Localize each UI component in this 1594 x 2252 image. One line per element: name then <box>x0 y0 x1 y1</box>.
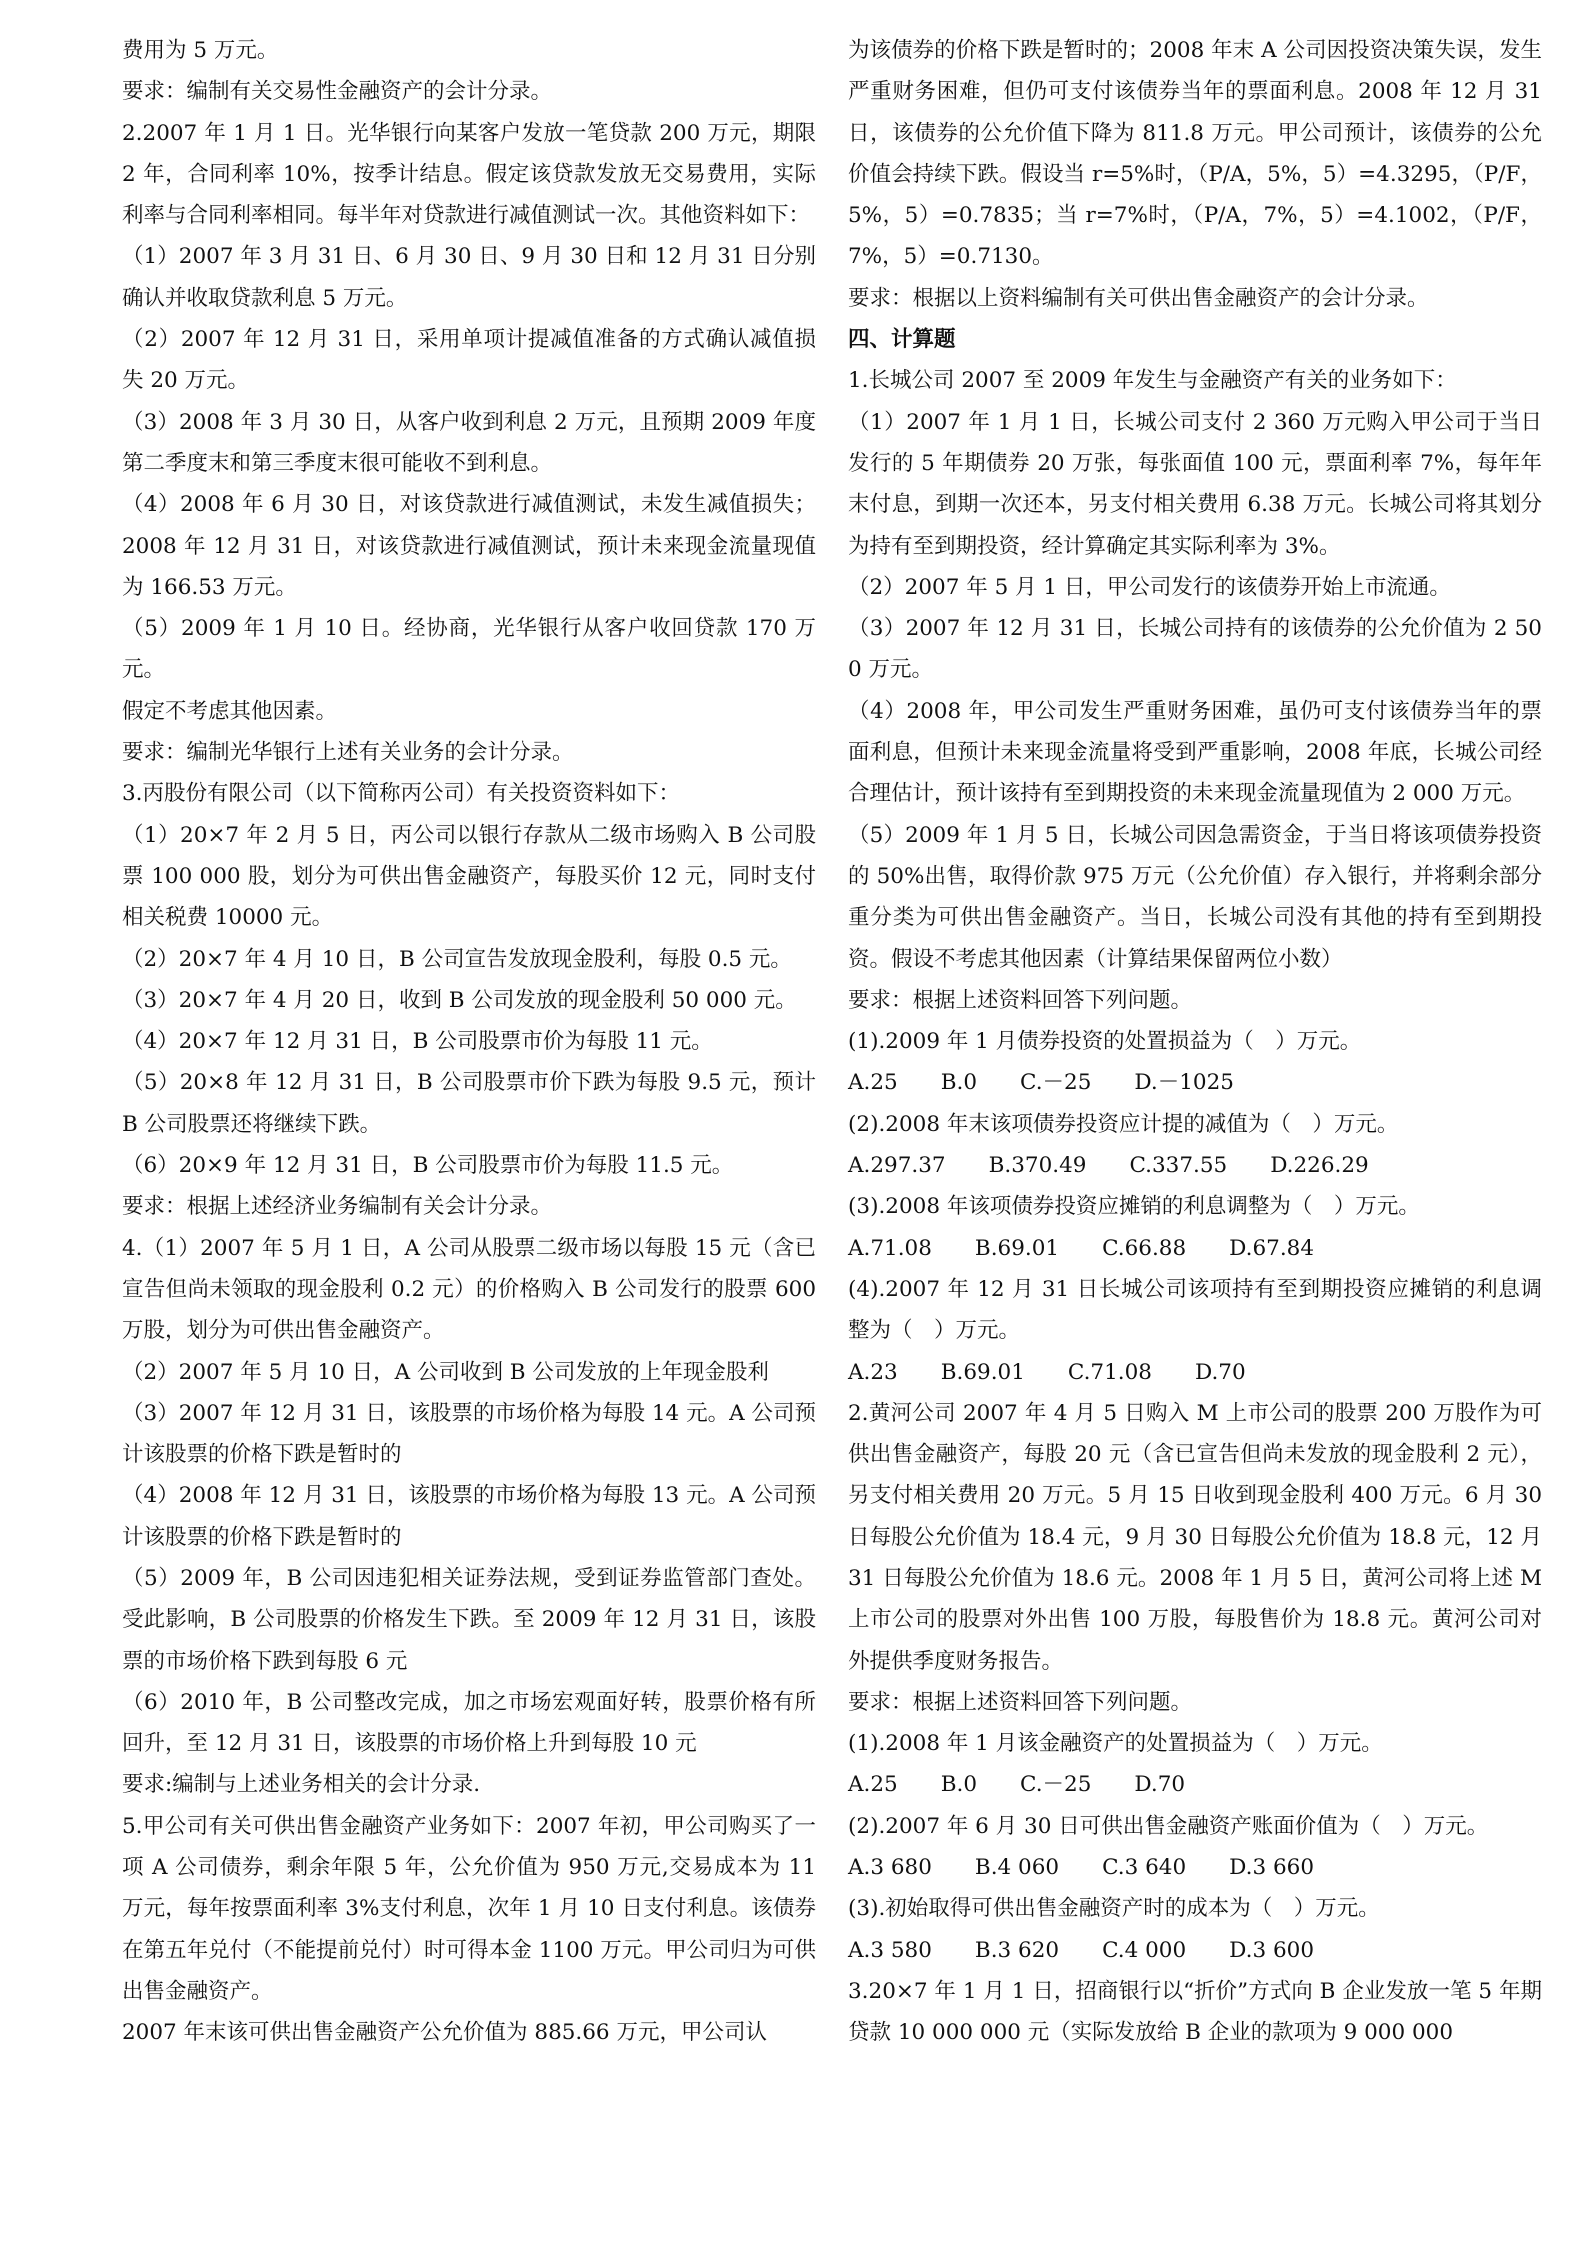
answer-options: A.297.37 B.370.49 C.337.55 D.226.29 <box>848 1153 1369 1179</box>
paragraph: 为该债券的价格下跌是暂时的；2008 年末 A 公司因投资决策失误，发生严重财务困难，但仍可支付该债券当年的票面利息。2008 年 12 月 31 日，该债券的公允价值下降为 811.8 万元。甲公司预计，该债券的公允价值会持续下跌。假设当 r=5%时，（P/A，5%，5）=4.3295，（P/F，5%，5）=0.7835；当 r=7%时，（P/A，7%，5）=4.1002，（P/F，7%，5）=0.7130。 <box>848 38 1542 270</box>
paragraph: （5）2009 年，B 公司因违犯相关证券法规，受到证券监管部门查处。受此影响，B 公司股票的价格发生下跌。至 2009 年 12 月 31 日，该股票的市场价格下跌到每股 6 元 <box>122 1565 816 1674</box>
paragraph: （4）20×7 年 12 月 31 日，B 公司股票市价为每股 11 元。 <box>122 1029 713 1055</box>
question: (3).初始取得可供出售金融资产时的成本为（ ）万元。 <box>848 1896 1380 1922</box>
paragraph: （2）2007 年 5 月 10 日，A 公司收到 B 公司发放的上年现金股利 <box>122 1359 769 1385</box>
answer-options: A.25 B.0 C.－25 D.－1025 <box>848 1070 1234 1096</box>
answer-options: A.3 580 B.3 620 C.4 000 D.3 600 <box>848 1937 1315 1963</box>
paragraph: 要求：根据上述资料回答下列问题。 <box>848 987 1193 1013</box>
paragraph: （3）2007 年 12 月 31 日，长城公司持有的该债券的公允价值为 2 500 万元。 <box>848 616 1542 683</box>
left-column <box>122 30 816 2054</box>
paragraph: （1）2007 年 3 月 31 日、6 月 30 日、9 月 30 日和 12 月 31 日分别确认并收取贷款利息 5 万元。 <box>122 244 816 311</box>
paragraph: 1.长城公司 2007 至 2009 年发生与金融资产有关的业务如下： <box>848 368 1457 394</box>
answer-options: A.23 B.69.01 C.71.08 D.70 <box>848 1359 1246 1385</box>
paragraph: （4）2008 年 6 月 30 日，对该贷款进行减值测试，未发生减值损失；2008 年 12 月 31 日，对该贷款进行减值测试，预计未来现金流量现值为 166.53 万元。 <box>122 492 816 600</box>
paragraph: 要求：编制有关交易性金融资产的会计分录。 <box>122 79 553 105</box>
paragraph: （3）2007 年 12 月 31 日，该股票的市场价格为每股 14 元。A 公司预计该股票的价格下跌是暂时的 <box>122 1400 816 1468</box>
paragraph: 要求：根据上述资料回答下列问题。 <box>848 1689 1193 1715</box>
paragraph: （5）20×8 年 12 月 31 日，B 公司股票市价下跌为每股 9.5 元，预计 B 公司股票还将继续下跌。 <box>122 1070 816 1137</box>
question: (2).2007 年 6 月 30 日可供出售金融资产账面价值为（ ）万元。 <box>848 1813 1489 1839</box>
paragraph: （1）20×7 年 2 月 5 日，丙公司以银行存款从二级市场购入 B 公司股票 100 000 股，划分为可供出售金融资产，每股买价 12 元，同时支付相关税费 10000 元。 <box>122 822 816 931</box>
question: (2).2008 年末该项债券投资应计提的减值为（ ）万元。 <box>848 1111 1399 1137</box>
paragraph: （2）2007 年 12 月 31 日，采用单项计提减值准备的方式确认减值损失 20 万元。 <box>122 327 816 394</box>
paragraph: 要求：编制光华银行上述有关业务的会计分录。 <box>122 740 574 766</box>
paragraph: 要求：根据上述经济业务编制有关会计分录。 <box>122 1194 553 1220</box>
section-heading: 四、计算题 <box>848 327 956 353</box>
paragraph: （4）2008 年 12 月 31 日，该股票的市场价格为每股 13 元。A 公司预计该股票的价格下跌是暂时的 <box>122 1483 816 1550</box>
paragraph: （2）2007 年 5 月 1 日，甲公司发行的该债券开始上市流通。 <box>848 574 1451 600</box>
paragraph: （3）20×7 年 4 月 20 日，收到 B 公司发放的现金股利 50 000 元。 <box>122 987 797 1013</box>
paragraph: 要求:编制与上述业务相关的会计分录. <box>122 1772 481 1798</box>
answer-options: A.3 680 B.4 060 C.3 640 D.3 660 <box>848 1855 1315 1881</box>
paragraph: （2）20×7 年 4 月 10 日，B 公司宣告发放现金股利，每股 0.5 元。 <box>122 946 792 972</box>
paragraph: （1）2007 年 1 月 1 日，长城公司支付 2 360 万元购入甲公司于当日发行的 5 年期债券 20 万张，每张面值 100 元，票面利率 7%，每年年末付息，到期一次还本，另支付相关费用 6.38 万元。长城公司将其划分为持有至到期投资，经计算确定其实际利率为 3%。 <box>848 409 1542 559</box>
question: (4).2007 年 12 月 31 日长城公司该项持有至到期投资应摊销的利息调整为（ ）万元。 <box>848 1276 1542 1344</box>
paragraph: （6）20×9 年 12 月 31 日，B 公司股票市价为每股 11.5 元。 <box>122 1153 734 1179</box>
paragraph: 3.丙股份有限公司（以下简称丙公司）有关投资资料如下： <box>122 781 681 807</box>
paragraph: 3.20×7 年 1 月 1 日，招商银行以“折价”方式向 B 企业发放一笔 5 年期贷款 10 000 000 元（实际发放给 B 企业的款项为 9 000 000 <box>848 1978 1542 2046</box>
paragraph: 4.（1）2007 年 5 月 1 日，A 公司从股票二级市场以每股 15 元（含已宣告但尚未领取的现金股利 0.2 元）的价格购入 B 公司发行的股票 600 万股，划分为可供出售金融资产。 <box>122 1235 816 1344</box>
paragraph: 假定不考虑其他因素。 <box>122 698 338 724</box>
paragraph: （3）2008 年 3 月 30 日，从客户收到利息 2 万元，且预期 2009 年度第二季度末和第三季度末很可能收不到利息。 <box>122 409 816 476</box>
answer-options: A.25 B.0 C.－25 D.70 <box>848 1772 1186 1798</box>
paragraph: 费用为 5 万元。 <box>122 38 279 63</box>
paragraph: （4）2008 年，甲公司发生严重财务困难，虽仍可支付该债券当年的票面利息，但预计未来现金流量将受到严重影响，2008 年底，长城公司经合理估计，预计该持有至到期投资的未来现金流量现值为 2 000 万元。 <box>848 698 1542 807</box>
question: (1).2008 年 1 月该金融资产的处置损益为（ ）万元。 <box>848 1731 1383 1757</box>
paragraph: （5）2009 年 1 月 10 日。经协商，光华银行从客户收回贷款 170 万元。 <box>122 616 816 683</box>
answer-options: A.71.08 B.69.01 C.66.88 D.67.84 <box>848 1235 1315 1261</box>
paragraph: 5.甲公司有关可供出售金融资产业务如下：2007 年初，甲公司购买了一项 A 公司债券，剩余年限 5 年，公允价值为 950 万元,交易成本为 11 万元，每年按票面利率 3%支付利息，次年 1 月 10 日支付利息。该债券在第五年兑付（不能提前兑付）时可得本金 1100 万元。甲公司归为可供出售金融资产。 <box>122 1813 816 2004</box>
right-column <box>848 30 1542 2054</box>
question: (1).2009 年 1 月债券投资的处置损益为（ ）万元。 <box>848 1029 1362 1055</box>
paragraph: 2007 年末该可供出售金融资产公允价值为 885.66 万元，甲公司认 <box>122 2020 767 2046</box>
question: (3).2008 年该项债券投资应摊销的利息调整为（ ）万元。 <box>848 1194 1420 1220</box>
paragraph: 2.2007 年 1 月 1 日。光华银行向某客户发放一笔贷款 200 万元，期限 2 年，合同利率 10%，按季计结息。假定该贷款发放无交易费用，实际利率与合同利率相同。每半年对贷款进行减值测试一次。其他资料如下： <box>122 120 816 229</box>
paragraph: （5）2009 年 1 月 5 日，长城公司因急需资金，于当日将该项债券投资的 50%出售，取得价款 975 万元（公允价值）存入银行，并将剩余部分重分类为可供出售金融资产。当日，长城公司没有其他的持有至到期投资。假设不考虑其他因素（计算结果保留两位小数） <box>848 822 1542 972</box>
paragraph: 2.黄河公司 2007 年 4 月 5 日购入 M 上市公司的股票 200 万股作为可供出售金融资产，每股 20 元（含已宣告但尚未发放的现金股利 2 元），另支付相关费用 20 万元。5 月 15 日收到现金股利 400 万元。6 月 30 日每股公允价值为 18.4 元，9 月 30 日每股公允价值为 18.8 元，12 月 31 日每股公允价值为 18.6 元。2008 年 1 月 5 日，黄河公司将上述 M 上市公司的股票对外出售 100 万股，每股售价为 18.8 元。黄河公司对外提供季度财务报告。 <box>848 1400 1542 1674</box>
paragraph: 要求：根据以上资料编制有关可供出售金融资产的会计分录。 <box>848 285 1429 311</box>
paragraph: （6）2010 年，B 公司整改完成，加之市场宏观面好转，股票价格有所回升，至 12 月 31 日，该股票的市场价格上升到每股 10 元 <box>122 1689 816 1757</box>
